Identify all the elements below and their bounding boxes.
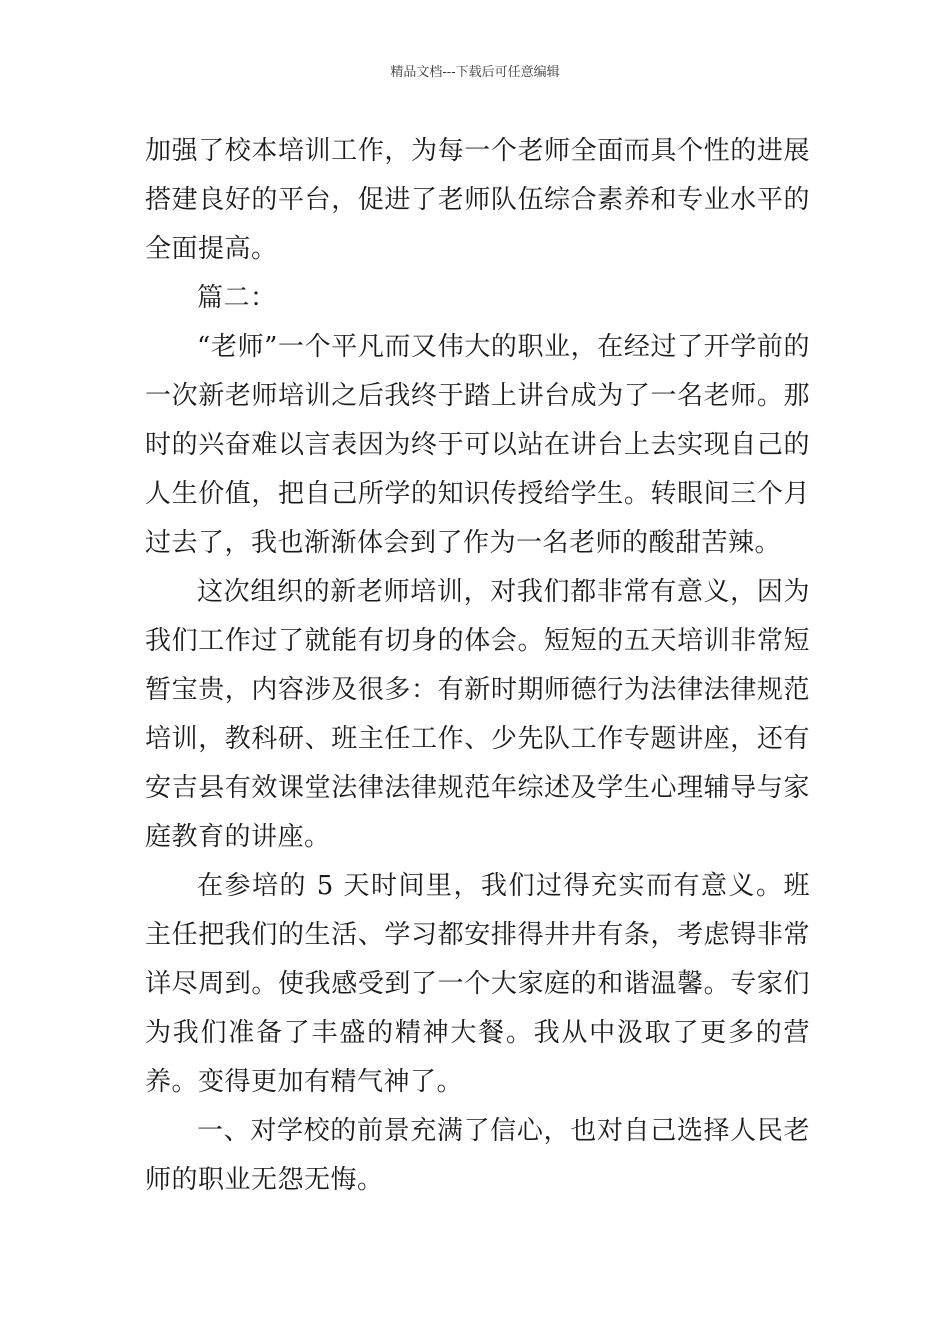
document-body — [145, 127, 810, 1205]
paragraph-2-section-title: 篇二： — [197, 283, 277, 313]
page-header: 精品文档---下载后可任意编辑 — [390, 65, 560, 80]
paragraph-3: “老师”一个平凡而又伟大的职业，在经过了开学前的一次新老师培训之后我终于踏上讲台成为了一名老师。那时的兴奋难以言表因为终于可以站在讲台上去实现自己的人生价值，把自己所学的知识传授给学生。转眼间三个月过去了，我也渐渐体会到了作为一名老师的酸甜苦辣。 — [145, 332, 810, 558]
paragraph-6: 一、对学校的前景充满了信心，也对自己选择人民老师的职业无怨无悔。 — [145, 1116, 810, 1195]
paragraph-4: 这次组织的新老师培训，对我们都非常有意义，因为我们工作过了就能有切身的体会。短短的五天培训非常短暂宝贵，内容涉及很多：有新时期师德行为法律法律规范培训，教科研、班主任工作、少先队工作专题讲座，还有安吉县有效课堂法律法律规范年综述及学生心理辅导与家庭教育的讲座。 — [145, 577, 810, 852]
paragraph-5: 在参培的 5 天时间里，我们过得充实而有意义。班主任把我们的生活、学习都安排得井井有条，考虑锝非常详尽周到。使我感受到了一个大家庭的和谐温馨。专家们为我们准备了丰盛的精神大餐。我从中汲取了更多的营养。变得更加有精气神了。 — [145, 871, 810, 1097]
paragraph-1: 加强了校本培训工作，为每一个老师全面而具个性的进展搭建良好的平台，促进了老师队伍综合素养和专业水平的全面提高。 — [145, 136, 810, 264]
